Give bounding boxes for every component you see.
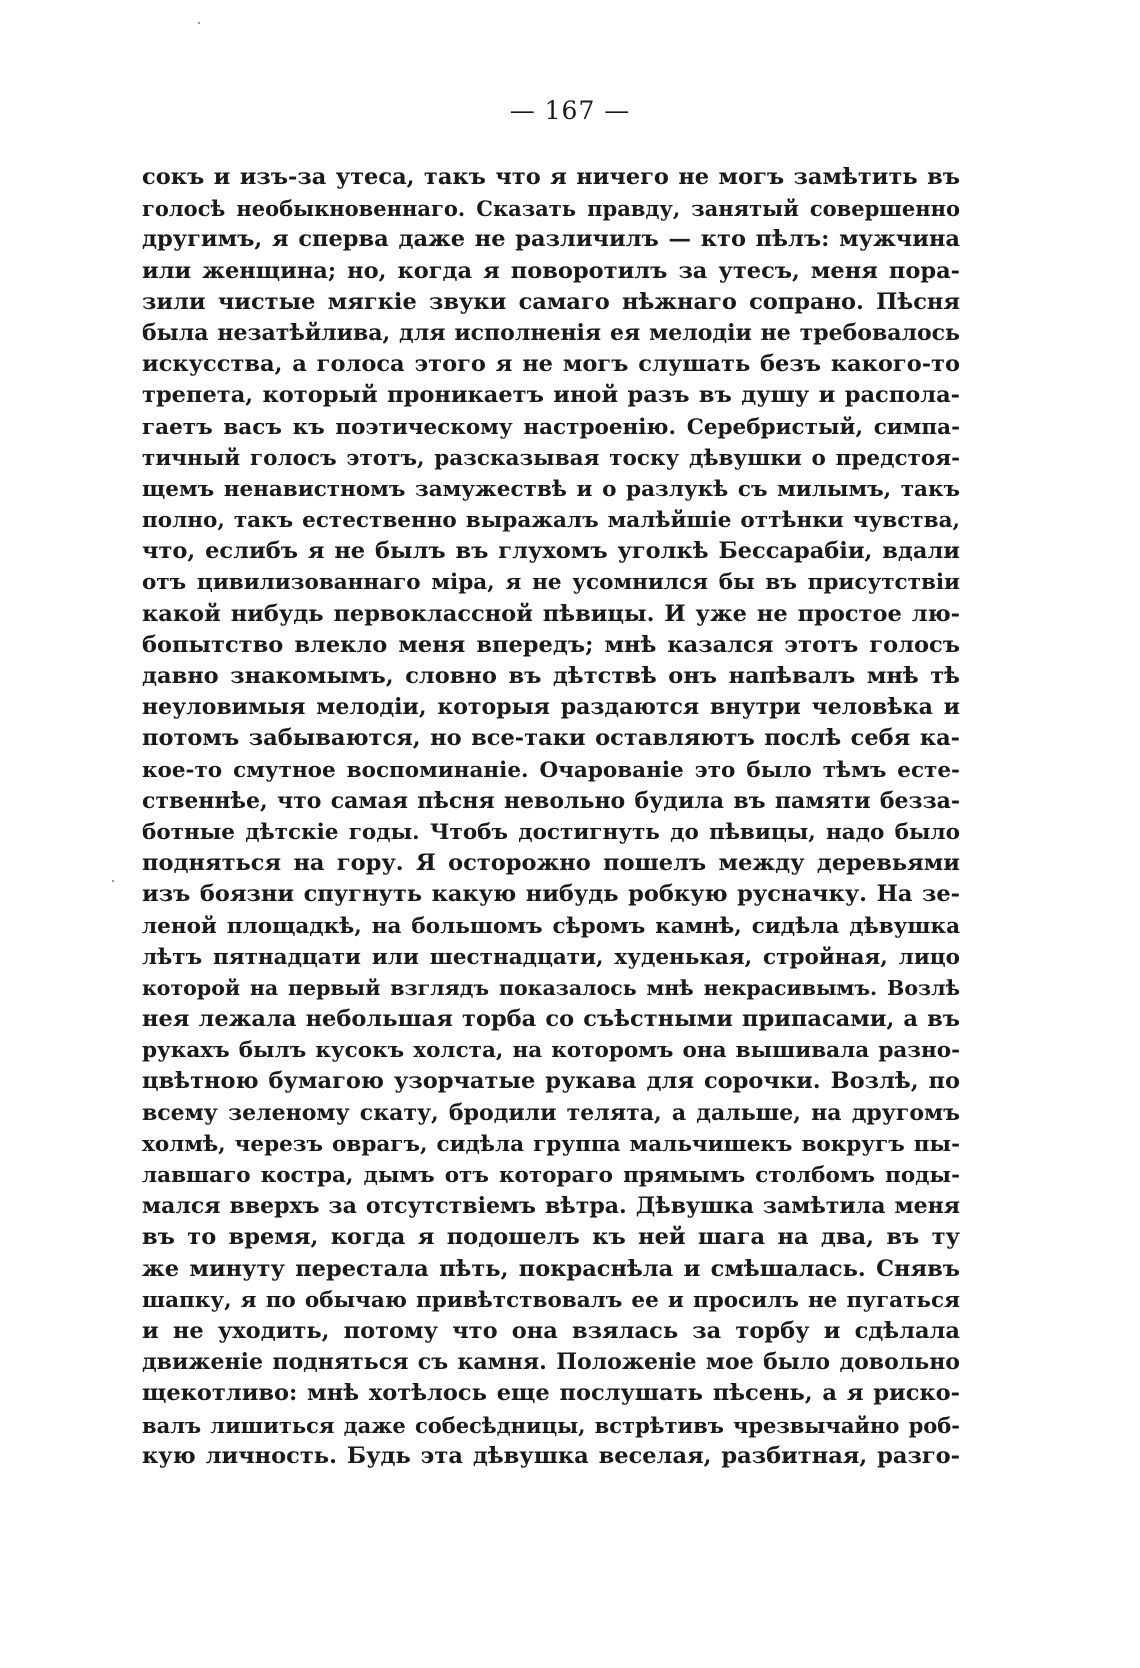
text-line: что, еслибъ я не былъ въ глухомъ уголкѣ Бессарабіи, вдали <box>142 538 960 565</box>
text-line: гаетъ васъ къ поэтическому настроенію. Серебристый, симпа- <box>142 414 960 440</box>
text-line: бопытство влекло меня впередъ; мнѣ казался этотъ голосъ <box>142 631 960 658</box>
text-line: какой нибудь первоклассной пѣвицы. И уже не простое лю- <box>142 600 960 627</box>
text-line: подняться на гору. Я осторожно пошелъ между деревьями <box>142 850 960 877</box>
text-line: рукахъ былъ кусокъ холста, на которомъ она вышивала разно- <box>142 1038 960 1064</box>
text-line: щекотливо: мнѣ хотѣлось еще послушать пѣсень, а я риско- <box>142 1380 960 1407</box>
text-line: искусства, а голоса этого я не могъ слушать безъ какого-то <box>142 351 960 378</box>
text-line: трепета, который проникаетъ иной разъ въ душу и распола- <box>142 382 960 409</box>
text-line: полно, такъ естественно выражалъ малѣйшіе оттѣнки чувства, <box>142 508 960 534</box>
text-line: тичный голосъ этотъ, разсказывая тоску дѣвушки о предстоя- <box>142 445 960 471</box>
scan-speck <box>198 22 200 24</box>
text-line: ботные дѣтскіе годы. Чтобъ достигнуть до пѣвицы, надо было <box>142 819 960 845</box>
text-line: всему зеленому скату, бродили телята, а дальше, на другомъ <box>142 1099 960 1126</box>
text-line: же минуту перестала пѣть, покраснѣла и смѣшалась. Снявъ <box>142 1255 960 1282</box>
text-line: цвѣтною бумагою узорчатые рукава для сорочки. Возлѣ, по <box>142 1068 960 1095</box>
text-line: сокъ и изъ-за утеса, такъ что я ничего не могъ замѣтить въ <box>142 164 960 190</box>
scan-speck <box>112 880 114 882</box>
text-line: или женщина; но, когда я поворотилъ за утесъ, меня пора- <box>142 257 960 284</box>
page-number: — 167 — <box>509 96 631 125</box>
text-line: изъ боязни спугнуть какую нибудь робкую русначку. На зе- <box>142 881 960 908</box>
text-line: отъ цивилизованнаго міра, я не усомнился бы въ присутствіи <box>142 570 960 596</box>
text-line: была незатѣйлива, для исполненія ея мелодіи не требовалось <box>142 319 960 346</box>
text-line: щемъ ненавистномъ замужествѣ и о разлукѣ съ милымъ, такъ <box>142 476 960 502</box>
body-text <box>142 162 960 1472</box>
text-line: движеніе подняться съ камня. Положеніе мое было довольно <box>142 1349 960 1376</box>
text-line: которой на первый взглядъ показалось мнѣ некрасивымъ. Возлѣ <box>142 975 960 1000</box>
text-line: лавшаго костра, дымъ отъ котораго прямымъ столбомъ поды- <box>142 1163 960 1188</box>
text-line: валъ лишиться даже собесѣдницы, встрѣтивъ чрезвычайно роб- <box>142 1412 960 1438</box>
text-line: кое-то смутное воспоминаніе. Очарованіе это было тѣмъ есте- <box>142 757 960 783</box>
text-line: давно знакомымъ, словно въ дѣтствѣ онъ напѣвалъ мнѣ тѣ <box>142 663 960 689</box>
text-line: холмѣ, черезъ оврагъ, сидѣла группа мальчишекъ вокругъ пы- <box>142 1131 960 1157</box>
text-line: потомъ забываются, но все-таки оставляютъ послѣ себя ка- <box>142 725 960 752</box>
text-line: и не уходить, потому что она взялась за торбу и сдѣлала <box>142 1317 960 1344</box>
text-line: въ то время, когда я подошелъ къ ней шага на два, въ ту <box>142 1224 960 1251</box>
text-line: кую личность. Будь эта дѣвушка веселая, разбитная, разго- <box>142 1442 960 1469</box>
text-line: ственнѣе, что самая пѣсня невольно будила въ памяти безза- <box>142 787 960 814</box>
text-line: лѣтъ пятнадцати или шестнадцати, худенькая, стройная, лицо <box>142 944 960 970</box>
text-line: другимъ, я сперва даже не различилъ — кто пѣлъ: мужчина <box>142 226 960 253</box>
text-line: неуловимыя мелодіи, которыя раздаются внутри человѣка и <box>142 694 960 721</box>
text-line: голосѣ необыкновеннаго. Сказать правду, занятый совершенно <box>142 196 960 222</box>
text-line: мался вверхъ за отсутствіемъ вѣтра. Дѣвушка замѣтила меня <box>142 1193 960 1220</box>
text-line: шапку, я по обычаю привѣтствовалъ ее и просилъ не пугаться <box>142 1287 960 1313</box>
text-line: леной площадкѣ, на большомъ сѣромъ камнѣ, сидѣла дѣвушка <box>142 913 960 939</box>
text-line: нея лежала небольшая торба со съѣстными припасами, а въ <box>142 1006 960 1033</box>
text-line: зили чистые мягкіе звуки самаго нѣжнаго сопрано. Пѣсня <box>142 288 960 315</box>
